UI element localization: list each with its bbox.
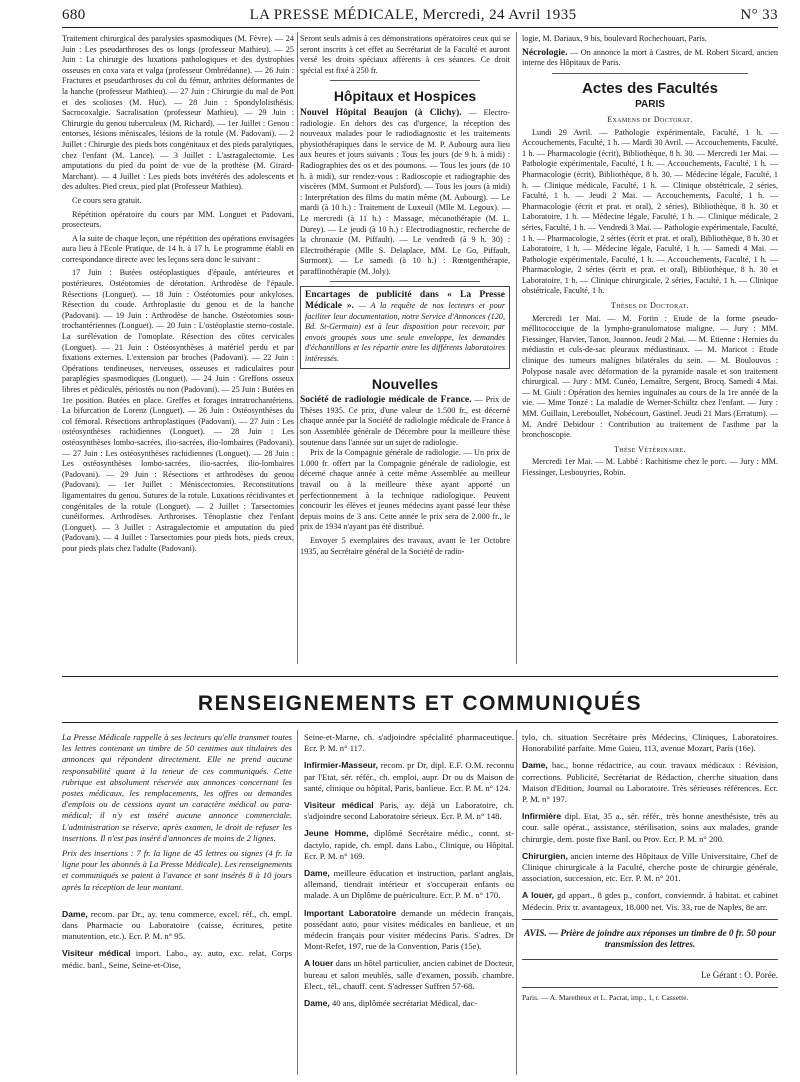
subheading-examens: Examens de Doctorat. xyxy=(607,114,693,124)
item-title: Nécrologie. xyxy=(522,47,568,58)
classified-ad xyxy=(304,998,514,1009)
journal-title: LA PRESSE MÉDICALE, Mercredi, 24 Avril 1935 xyxy=(249,6,577,23)
ad-text: import. Labo., ay. auto, exc. relat. Corps médic. banl., Seine, Seine-et-Oise, xyxy=(62,948,292,970)
ad-text: meilleure éducation et instruction, parlant anglais, allemand, tiendrait intérieur et s'occuperait enfants ou malade. A un Diplôme de puériculture. Ecr. P. M. n° 170. xyxy=(304,868,514,901)
encart-box xyxy=(300,286,510,368)
paragraph: Prix de la Compagnie générale de radiologie. — Un prix de 1.000 fr. offert par la Compagnie générale de radiologie, est décerné chaque année à cette même Assemblée au meilleur travail ou à la meilleure thèse ayant apporté un perfectionnement à la technique radiologique. Peuvent concourir les élèves et jeunes médecins ayant passé leur thèse depuis moins de 3 ans. Cette année le prix sera de 2.000 fr., le prix de 1934 n'ayant pas été distribué. xyxy=(300,448,510,532)
paragraph: 17 Juin : Butées ostéoplastiques d'épaule, antérieures et postérieures. Ostéotomies de dérotation. Arthrodèse de l'épaule. Résections (Longuet). — 18 Juin : Ostéotomies pour ankyloses. Résection du coude. Arthroplastie du genou et de la hanche (Padovani). — 19 Juin : Arthrodèse de hanche. Ostéotomies sous-trochantériennes (Longuet). — 20 Juin : L'ostéoplastie sterno-costale. La surélévation de l'omoplate. Résection des côtes cervicales (Longuet). — 21 Juin : Ostéosynthèses à matériel perdu et par fixations externes. L'extension par broches (Padovani). — 22 Juin : Opérations tendineuses, nerveuses, osseuses et radiculaires pour paraplégies spasmodiques (Longuet). — 24 Juin : Greffons osseux libres et pédiculés, périostés ou non (Padovani). — 25 Juin : Butées en 1re position. Butées en place. Greffes et forages intratrochantériens. La bifurcation de Lorenz (Longuet). — 26 Juin : Ostéosynthèses du col fémoral. Résections arthroplastiques (Padovani). — 27 Juin : Les ostéosynthèses rachidiennes (Longuet). — 28 Juin : Les ostéosynthèses lombo-sacrées, ilio-sacrées, ilio-lombaires (Padovani). — 27 Juin : Les ostéosynthèses rachidiennes (Longuet). — 28 Juin : Les ostéosynthèses lombo-sacrées, ilio-sacrées, ilio-lombaires (Padovani). — 29 Juin : Résections et arthrodèses du genou (Padovani). — 1er Juillet : Méniscectomies. Reconstitutions ligamentaires du genou. Sutures de la rotule. Luxations récidivantes et congénitales de la rotule (Longuet). — 2 Juillet : Tarsectomies cunéiformes. Arthrodèses. Arthrorises. Ténoplastie chez l'enfant (Longuet). — 3 Juillet : Astragalectomie et amputation du pied (Padovani). — 4 Juillet : Tarsectomies pour pieds bots, pieds creux, pour pieds plats chez l'adulte (Padovani). xyxy=(62,268,294,553)
classified-ad xyxy=(304,732,514,754)
printer-line: Paris. — A. Maretheux et L. Pactat, imp., 1, r. Cassette. xyxy=(522,987,778,1003)
paragraph: Répétition opératoire du cours par MM. Longuet et Padovani, prosecteurs. xyxy=(62,209,294,230)
classified-ad xyxy=(304,958,514,992)
ads-column-1 xyxy=(62,732,292,1077)
item-text: — On annonce la mort à Castres, de M. Robert Sicard, ancien interne des Hôpitaux de Paris. xyxy=(522,47,778,68)
item-text: — Electro-radiologie. En dehors des cas d'urgence, la réception des nouveaux malades pour le radiodiagnostic et les traitements physiothérapiques dans le service de M. P. Aubourg aura lieu aux heures et jours suivants : Tous les jours (de 9 h. à midi) : Radiographies des os et des poumons. — Tous les jours (de 10 h. à midi), sur rendez-vous : Radioscopie et radiographie des viscères (MM. Surmont et Pulsford). — Tous les jours (à midi) : Interprétation des films du matin même (M. Aubourg). — Le mardi (à 10 h.) : Traitement de Luxeuil (Mlle M. Legoux). — Le mercredi (à 11 h.) : Massage, mécanothérapie (M. L. Durey). — Le jeudi (à 10 h.) : Electrodiagnostic, recherche de la chronaxie (M. Piffault). — Le vendredi (à 9 h. 30) : Electrothérapie (Mlle S. Delaplace, MM. Le Go, Piffault, Surmont). — Le samedi (à 10 h.) : Rœntgenthérapie, paraffinothérapie (M. Joly). xyxy=(300,107,510,276)
paragraph: logie, M. Dariaux, 9 bis, boulevard Rochechouart, Paris. xyxy=(522,34,707,43)
ad-text: diplômé Secrétaire médic., connt. st-dactylo, rapide, ch. empl. dans Labo., Clinique, ou Hôpital. Ecr. P. M. n° 169. xyxy=(304,828,514,861)
section-title-nouvelles: Nouvelles xyxy=(371,375,439,392)
paragraph: A la suite de chaque leçon, une répétition des opérations envisagées aura lieu à l'Ecole Pratique, de 14 h. à 17 h. Le programme établi en correspondance directe avec les leçons sera donc le suivant : xyxy=(62,233,294,264)
classified-ad xyxy=(522,732,778,754)
classified-ad xyxy=(62,948,292,970)
divider xyxy=(552,73,748,74)
subheading-theses: Thèses de Doctorat. xyxy=(610,301,690,311)
column-1 xyxy=(62,34,294,662)
ad-heading: Chirurgien, xyxy=(522,850,568,861)
ad-heading: Dame, xyxy=(304,998,330,1009)
ad-text: dipl. Etat, 35 a., sér. référ., très bonne anesthésiste, très au cour. salle opérat., assistance, stérilisation, soins aux malades, grande chirurgie, dem. poste fixe Banl. ou Prov. Ecr. P. M. n° 200. xyxy=(522,811,778,844)
ad-heading: Dame, xyxy=(522,760,548,771)
subsection-title-paris: PARIS xyxy=(635,99,665,111)
classified-ad xyxy=(522,760,778,805)
section-rule xyxy=(62,722,778,723)
ad-text: recom. pr Dr, dipl. E.F. O.M. reconnu par l'Etat, sér. référ., ch. emploi, aupr. Dr ou ds Maison de santé, clinique ou hôpital, Paris, banlieue. Ecr. P. M. n° 124. xyxy=(304,760,514,793)
ad-text: Paris, ay. déjà un Laboratoire, ch. s'adjoindre second Laboratoire sérieux. Ecr. P. M. n° 148. xyxy=(304,800,514,822)
ad-text: recom. par Dr., ay. tenu commerce, excel. réf., ch. empl. dans Pharmacie ou Laboratoire (caisse, écritures, petite manutention, etc.). Ecr. P. M. n° 95. xyxy=(62,908,292,942)
classified-ad xyxy=(62,909,292,943)
paragraph: Mercredi 1er Mai. — M. Labbé : Rachitisme chez le porc. — Jury : MM. Fiessinger, Lesbouyries, Robin. xyxy=(522,457,778,477)
paragraph: Lundi 29 Avril. — Pathologie expérimentale, Faculté, 1 h. — Accouchements, Faculté, 1 h. — Mardi 30 Avril. — Accouchements, Faculté, 1 h. — Pharmacologie (écrit), Bibliothèque, 8 h. 30. — Mercredi 1er Mai. — Pathologie expérimentale, Faculté, 1 h. — Accouchements, Faculté, 1 h. — Pharmacologie (écrit), Bibliothèque, 8 h. 30. — Médecine légale, Faculté, 1 h. — Clinique médicale, Faculté, 1 h. — Clinique obstétricale, 2 séries, Faculté, 1 h. — Jeudi 2 Mai. — Accouchements, Faculté, 1 h. — Pharmacologie (écrit et prat. et oral), 2 séries), Bibliothèque, 8 h. 30 et Laboratoire, 1 h. — Médecine légale, Faculté, 1 h. — Clinique médicale, 2 séries, Faculté, 1 h. — Vendredi 3 Mai. — Pathologie expérimentale, Faculté, 1 h. — Pharmacologie, 2 séries (écrit et prat. et oral), Bibliothèque, 8 h. 30 et Laboratoire, 1 h. — Médecine légale, Faculté, 1 h. — Samedi 4 Mai. — Pathologie expérimentale, Faculté, 1 h. — Accouchements, Faculté, 1 h. — Pharmacologie, 2 séries (écrit et prat. et oral), Bibliothèque, 8 h. 30 et Laboratoire, 1 h. — Clinique chirurgicale, 2 séries, Faculté, 1 h. — Clinique obstétricale, Faculté, 1 h. xyxy=(522,127,778,296)
column-2 xyxy=(300,34,510,662)
renseignements-title: RENSEIGNEMENTS ET COMMUNIQUÉS xyxy=(197,692,643,715)
item-title: Société de radiologie médicale de France. xyxy=(300,395,472,406)
avis-notice: AVIS. — Prière de joindre aux réponses un timbre de 0 fr. 50 pour transmission des lettres. xyxy=(524,927,776,950)
classified-ad xyxy=(522,811,778,845)
ad-heading: Jeune Homme, xyxy=(304,828,369,839)
divider xyxy=(330,80,480,81)
item-text: — Prix de Thèses 1935. Ce prix, d'une valeur de 1.500 fr., est décerné chaque année par la Société de radiologie médicale de France à son Assemblée générale de Décembre pour la meilleure thèse soutenue dans l'année sur un sujet de radiologie. xyxy=(300,395,510,447)
classified-ad xyxy=(522,890,778,912)
ads-column-2 xyxy=(304,732,514,1077)
ad-text: bac., bonne rédactrice, au cour. travaux médicaux : Révision, corrections. Publicité, Secrétariat de Rédaction, cherche situation dans Maison d'Edition, Journal ou Laboratoire. Très sérieuses références. Ecr. P. M. n° 197. xyxy=(522,760,778,805)
ad-text: demande un médecin français, possédant auto, pour visites médicales en banlieue, et un médecin français pour visiter médecins Paris. S'adres. Dr Mont-Refet, 197, rue de la Convention, Paris (15e). xyxy=(304,907,514,952)
paragraph: Mercredi 1er Mai. — M. Fortin : Etude de la forme pseudo-méllitococcique de la lympho-granulomatose maligne. — Jury : MM. Fiessinger, Harvier, Tanon, Joannon. Jeudi 2 Mai. — M. Etienne : Hernies du médiastin et culs-de-sac pleuraux médiastinaux. — M. Maricot : Etude clinique des tumeurs malignes bilatérales du sein. — M. Boulouvos : Polypose nasale avec déformation de la pyramide nasale et son traitement chirurgical. — Jury : MM. Cunéo, Lemaître, Sergent, Brocq. Samedi 4 Mai. — M. Giuli : Opération des hernies inguinales au cours de la 1re année de la vie. — Mme Tonzé : La maladie de Werner-Schültz chez l'enfant. — Jury : MM. Guillain, Lereboullet, Nobécourt, Gastinel. Jeudi 21 Mars (Erratum). — M. André Debidour : Contribution au traitement de l'asthme par la bronchoscopie. xyxy=(522,313,778,440)
ad-text: ancien interne des Hôpitaux de Ville Universitaire, Chef de Clinique chirurgicale à la Faculté, cherche poste de chirurgie générale, association, succession, etc. Ecr. P. M. n° 201. xyxy=(522,850,778,884)
classified-ad xyxy=(304,868,514,902)
column-3 xyxy=(522,34,778,662)
ads-column-3 xyxy=(522,732,778,1077)
ad-heading: Important Laboratoire xyxy=(304,907,397,918)
notice-text: La Presse Médicale rappelle à ses lecteurs qu'elle transmet toutes les lettres contenant un timbre de 50 centimes aux titulaires des annonces qui répondent directement. Elle ne prend aucune responsabilité quant à la teneur de ces communiqués. Cette rubrique est absolument réservée aux annonces concernant les postes médicaux, les remplacements, les offres ou demandes d'emplois ou de cessions ayant un caractère médical ou para-médical; il n'y est inséré aucune annonce commerciale. L'administration se réserve, après examen, le droit de refuser les insertions. Il n'est pas inséré d'annonces de moins de 2 lignes. xyxy=(62,732,292,843)
ad-heading: A louer, xyxy=(522,890,555,901)
paragraph: Envoyer 5 exemplaires des travaux, avant le 1er Octobre 1935, au Secrétaire général de la Société de radio- xyxy=(300,535,510,556)
ad-heading: Infirmier-Masseur, xyxy=(304,760,379,771)
ad-text: tylo, ch. situation Secrétaire près Médecins, Cliniques, Laboratoires. Honorabilité parfaite. Mme Guieu, 113, avenue Mozart, Paris (16e). xyxy=(522,732,778,754)
ad-text: gd appart., 8 gdes p., confort, convienndr. à habitat. et cabinet Médecin. Prix tr. avantageux, 18.000 net. Vis. 33, rue de Naples, 8e arr. xyxy=(522,890,778,912)
paragraph: Seront seuls admis à ces démonstrations opératoires ceux qui se seront inscrits à cet effet au Secrétariat de la Faculté et auront versé les droits spéciaux afférents à ces séances. Ce droit spécial est fixé à 250 fr. xyxy=(300,34,510,75)
item-text: — A la requête de nos lecteurs et pour faciliter leur documentation, notre Service d'Annonces (120, Bd. St-Germain) est à leur disposition pour recevoir, par envois groupés sous une seule enveloppe, les demandes d'échantillons et les répartir entre les différents laboratoires intéressés. xyxy=(305,301,506,364)
page-number: 680 xyxy=(62,6,86,23)
header-rule xyxy=(62,27,778,28)
section-rule xyxy=(62,676,778,677)
classified-ad xyxy=(304,760,514,794)
ad-heading: Infirmière xyxy=(522,811,562,822)
section-title-hopitaux: Hôpitaux et Hospices xyxy=(333,88,477,105)
ad-heading: Dame, xyxy=(62,908,88,919)
ad-heading: Visiteur médical xyxy=(62,948,131,959)
paragraph: Traitement chirurgical des paralysies spasmodiques (M. Fèvre). — 24 Juin : Les pseudarthroses des os longs (professeur Mathieu). — 25 Juin : La chirurgie des luxations pathologiques et des dystrophies osseuses en coxa vara et valga (professeur Ombrédanne). — 26 Juin : Fractures et pseudarthroses du col du fémur, arthrites déformantes de la hanche (professeur Mathieu). — 27 Juin : Chirurgie du mal de Pott et des scolioses (M. Huc). — 28 Juin : Spondylolisthésis. Sacrocoxalgie. Sacralisation (professeur Mathieu). — 29 Juin : Chirurgie du genou tuberculeux (M. Richard). — 1er Juillet : Genou : entorses, lésions méniscales, lésions de la rotule (M. Padovani). — 2 Juillet : Chirurgie des pieds bots congénitaux et des pieds paralytiques, chez l'enfant (M. Lance). — 3 Juillet : L'astragalectomie. Les amputations du pied du point de vue de la prothèse (M. Girard-Marchant). — 4 Juillet : Les pieds bots invétérés des adolescents et des adultes. Pied creux, pied plat (Professeur Mathieu). xyxy=(62,34,294,192)
classified-ad xyxy=(304,800,514,822)
page-header xyxy=(62,4,778,26)
item-title: Encartages de publicité dans « La Presse Médicale ». xyxy=(305,290,505,312)
paragraph: Ce cours sera gratuit. xyxy=(72,195,142,205)
classified-ad xyxy=(304,828,514,862)
item-title: Nouvel Hôpital Beaujon (à Clichy). xyxy=(300,107,462,118)
ad-heading: Dame, xyxy=(304,868,330,879)
divider xyxy=(330,281,480,282)
column-divider xyxy=(297,32,298,664)
gerant-signature: Le Gérant : O. Porée. xyxy=(701,969,778,980)
ad-text: Seine-et-Marne, ch. s'adjoindre spécialité pharmaceutique. Ecr. P. M. n° 117. xyxy=(304,732,514,754)
column-divider xyxy=(516,32,517,664)
issue-number: N° 33 xyxy=(740,6,778,23)
price-text: Prix des insertions : 7 fr. la ligne de 45 lettres ou signes (4 fr. la ligne pour les abonnés à La Presse Médicale). Les renseignements et communiqués se paient à l'avance et sont insérés 8 à 10 jours après la réception de leur montant. xyxy=(62,848,292,892)
ad-heading: Visiteur médical xyxy=(304,800,374,811)
ad-text: 40 ans, diplômée secrétariat Médical, dac- xyxy=(331,998,478,1009)
subheading-veterinaire: Thèse Vétérinaire. xyxy=(613,444,687,454)
section-title-actes: Actes des Facultés xyxy=(582,79,718,97)
ad-text: dans un hôtel particulier, ancien cabinet de Docteur, bureau et salon meublés, salle d'examen, possib. chambre. Elect., tél., chauff. cent. S'adresser Suffren 57-68. xyxy=(304,958,514,991)
column-divider xyxy=(297,730,298,1075)
classified-ad xyxy=(304,908,514,953)
column-divider xyxy=(516,730,517,1075)
ad-heading: A louer xyxy=(304,958,334,969)
classified-ad xyxy=(522,851,778,885)
